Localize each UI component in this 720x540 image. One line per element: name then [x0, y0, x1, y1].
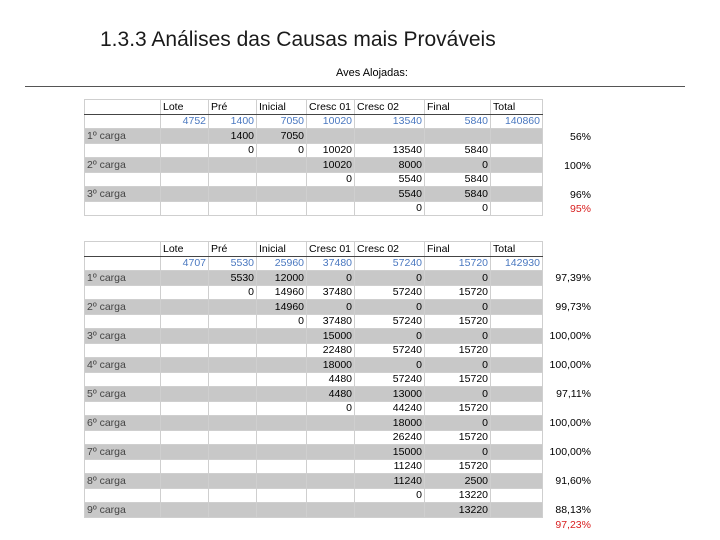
table-cell [161, 387, 209, 402]
table-cell [257, 445, 307, 460]
percent-value [531, 372, 591, 387]
row-label [85, 430, 161, 445]
table-cell: 0 [307, 172, 355, 187]
table-cell: 0 [257, 314, 307, 329]
table-cell: 5540 [355, 187, 425, 202]
row-label: 2º carga [85, 300, 161, 315]
column-header: Final [425, 242, 491, 257]
table-cell: 10020 [307, 114, 355, 129]
table-cell [355, 503, 425, 518]
table-cell: 0 [425, 329, 491, 344]
table-cell [161, 187, 209, 202]
row-label: 1º carga [85, 129, 161, 144]
table-cell [307, 430, 355, 445]
column-header [85, 100, 161, 115]
table-cell [209, 430, 257, 445]
table-cell: 37480 [307, 314, 355, 329]
table-cell [161, 158, 209, 173]
table-cell: 57240 [355, 256, 425, 271]
percent-value: 100,00% [549, 446, 591, 459]
table-cell: 4480 [307, 372, 355, 387]
table-cell [161, 129, 209, 144]
table-cell [209, 300, 257, 315]
row-label [85, 459, 161, 474]
table-cell [209, 201, 257, 216]
row-label [85, 114, 161, 129]
table-cell: 1400 [209, 129, 257, 144]
percent-value: 99,73% [555, 300, 591, 313]
table-row [85, 329, 543, 344]
column-header: Cresc 01 [307, 100, 355, 115]
table-cell [257, 201, 307, 216]
table-cell: 0 [307, 271, 355, 286]
table-cell: 0 [425, 300, 491, 315]
table-cell: 0 [425, 158, 491, 173]
load-table-2 [84, 241, 543, 518]
row-label: 3º carga [85, 329, 161, 344]
percent-value: 97,39% [555, 271, 591, 284]
row-label [85, 256, 161, 271]
table-cell: 4480 [307, 387, 355, 402]
table-cell [209, 187, 257, 202]
column-header: Lote [161, 100, 209, 115]
table-cell [257, 488, 307, 503]
table-cell: 13540 [355, 114, 425, 129]
table-cell: 12000 [257, 271, 307, 286]
percent-value: 95% [569, 203, 591, 216]
table-cell: 0 [425, 271, 491, 286]
table-cell [161, 271, 209, 286]
table-cell [209, 372, 257, 387]
table-cell: 44240 [355, 401, 425, 416]
table-cell: 5540 [355, 172, 425, 187]
table-row [85, 314, 543, 329]
column-header: Cresc 02 [355, 100, 425, 115]
table-cell: 5840 [425, 172, 491, 187]
table-cell [257, 503, 307, 518]
table-row [85, 416, 543, 431]
table-cell [257, 387, 307, 402]
table-cell: 15720 [425, 343, 491, 358]
table-cell: 0 [425, 358, 491, 373]
row-label: 6º carga [85, 416, 161, 431]
percent-column-2 [531, 256, 591, 532]
section-subtitle: Aves Alojadas: [336, 67, 408, 79]
table-cell: 142930 [491, 256, 543, 271]
page-title: 1.3.3 Análises das Causas mais Prováveis [100, 28, 496, 51]
table-cell: 15000 [355, 445, 425, 460]
table-cell [307, 187, 355, 202]
column-header: Pré [209, 100, 257, 115]
table-cell: 13220 [425, 503, 491, 518]
table-cell: 5840 [425, 187, 491, 202]
table-cell: 18000 [307, 358, 355, 373]
table-row [85, 129, 543, 144]
table-cell: 14960 [257, 285, 307, 300]
table-cell: 0 [425, 416, 491, 431]
table-cell: 15720 [425, 401, 491, 416]
table-row [85, 143, 543, 158]
percent-value: 91,60% [555, 475, 591, 488]
table-cell: 0 [209, 143, 257, 158]
table-cell: 0 [257, 143, 307, 158]
table-cell: 7050 [257, 129, 307, 144]
table-row [85, 256, 543, 271]
table-cell [209, 459, 257, 474]
table-cell: 0 [425, 387, 491, 402]
table-cell [161, 314, 209, 329]
table-cell: 0 [307, 300, 355, 315]
table-cell: 1400 [209, 114, 257, 129]
percent-value [531, 431, 591, 446]
table-cell: 5840 [425, 143, 491, 158]
table-cell: 0 [355, 358, 425, 373]
table-header-row [85, 242, 543, 257]
table-cell: 15720 [425, 430, 491, 445]
percent-value [531, 401, 591, 416]
table-cell: 13220 [425, 488, 491, 503]
table-cell: 14960 [257, 300, 307, 315]
table-cell [161, 300, 209, 315]
table-cell: 0 [355, 488, 425, 503]
table-cell [161, 401, 209, 416]
table-cell: 7050 [257, 114, 307, 129]
table-cell [307, 445, 355, 460]
row-label: 3º carga [85, 187, 161, 202]
row-label [85, 201, 161, 216]
table-cell: 10020 [307, 143, 355, 158]
percent-value [531, 144, 591, 159]
table-cell: 15720 [425, 285, 491, 300]
table-cell: 11240 [355, 474, 425, 489]
table-cell: 0 [355, 201, 425, 216]
percent-value [531, 173, 591, 188]
percent-value [531, 314, 591, 329]
table-cell: 0 [355, 271, 425, 286]
table-cell [209, 445, 257, 460]
table-cell [307, 503, 355, 518]
percent-value: 100,00% [549, 329, 591, 342]
table-row [85, 187, 543, 202]
table-cell [307, 416, 355, 431]
table-cell: 0 [425, 445, 491, 460]
percent-value: 56% [569, 130, 591, 143]
table-cell: 15720 [425, 314, 491, 329]
table-row [85, 459, 543, 474]
table-cell: 8000 [355, 158, 425, 173]
table-cell: 0 [355, 329, 425, 344]
table-cell [425, 129, 491, 144]
table-header-row [85, 100, 543, 115]
column-header: Inicial [257, 100, 307, 115]
table-cell [307, 488, 355, 503]
table-row [85, 114, 543, 129]
table-cell: 0 [307, 401, 355, 416]
row-label: 9º carga [85, 503, 161, 518]
table-cell [257, 187, 307, 202]
table-cell [257, 358, 307, 373]
table-cell [161, 343, 209, 358]
table-cell [209, 474, 257, 489]
table-cell [161, 488, 209, 503]
column-header: Cresc 02 [355, 242, 425, 257]
row-label: 8º carga [85, 474, 161, 489]
table-row [85, 158, 543, 173]
percent-value: 97,23% [555, 518, 591, 531]
row-label [85, 143, 161, 158]
table-row [85, 285, 543, 300]
table-cell [161, 201, 209, 216]
table-cell [161, 143, 209, 158]
table-cell [307, 474, 355, 489]
table-cell: 57240 [355, 285, 425, 300]
percent-value [531, 343, 591, 358]
table-cell [257, 158, 307, 173]
row-label: 2º carga [85, 158, 161, 173]
column-header: Final [425, 100, 491, 115]
table-row [85, 430, 543, 445]
table-cell [257, 416, 307, 431]
table-row [85, 300, 543, 315]
row-label [85, 372, 161, 387]
table-row [85, 172, 543, 187]
table-cell [161, 416, 209, 431]
table-cell [161, 445, 209, 460]
table-row [85, 474, 543, 489]
table-cell: 57240 [355, 343, 425, 358]
table-cell [257, 459, 307, 474]
table-cell [161, 430, 209, 445]
table-cell: 4752 [161, 114, 209, 129]
table-row [85, 271, 543, 286]
table-row [85, 358, 543, 373]
table-cell [257, 474, 307, 489]
table-cell [307, 201, 355, 216]
row-label [85, 401, 161, 416]
table-cell: 15000 [307, 329, 355, 344]
column-header: Pré [209, 242, 257, 257]
table-cell: 37480 [307, 256, 355, 271]
table-cell: 0 [425, 201, 491, 216]
percent-column-1 [531, 115, 591, 217]
table-cell: 15720 [425, 459, 491, 474]
table-cell: 57240 [355, 314, 425, 329]
divider [25, 86, 685, 87]
table-cell [209, 503, 257, 518]
table-cell: 140860 [491, 114, 543, 129]
column-header [85, 242, 161, 257]
table-cell [161, 285, 209, 300]
table-cell: 11240 [355, 459, 425, 474]
table-cell [209, 387, 257, 402]
table-cell [161, 329, 209, 344]
table-cell [209, 416, 257, 431]
table-row [85, 372, 543, 387]
table-row [85, 445, 543, 460]
table-row [85, 401, 543, 416]
table-cell [161, 503, 209, 518]
column-header: Inicial [257, 242, 307, 257]
percent-value [531, 460, 591, 475]
row-label [85, 285, 161, 300]
table-cell [257, 343, 307, 358]
table-cell: 0 [355, 300, 425, 315]
table-cell [161, 358, 209, 373]
table-cell [161, 459, 209, 474]
table-cell [209, 329, 257, 344]
percent-value: 100% [564, 159, 591, 172]
table-cell: 5530 [209, 271, 257, 286]
table-cell: 5840 [425, 114, 491, 129]
table-cell: 15720 [425, 372, 491, 387]
table-cell: 25960 [257, 256, 307, 271]
table-cell: 5530 [209, 256, 257, 271]
column-header: Cresc 01 [307, 242, 355, 257]
percent-value: 97,11% [556, 387, 591, 400]
column-header: Lote [161, 242, 209, 257]
percent-value [531, 115, 591, 130]
table-cell: 10020 [307, 158, 355, 173]
table-cell: 22480 [307, 343, 355, 358]
row-label: 7º carga [85, 445, 161, 460]
table-cell [209, 358, 257, 373]
percent-value [531, 285, 591, 300]
percent-value: 96% [569, 188, 591, 201]
table-row [85, 201, 543, 216]
table-cell [209, 158, 257, 173]
table-cell [209, 314, 257, 329]
table-cell [355, 129, 425, 144]
table-cell [257, 430, 307, 445]
table-cell [257, 401, 307, 416]
column-header: Total [491, 100, 543, 115]
table-cell: 26240 [355, 430, 425, 445]
table-cell [161, 172, 209, 187]
table-cell: 37480 [307, 285, 355, 300]
percent-value: 88,13% [555, 504, 591, 517]
percent-value [531, 256, 591, 271]
percent-value: 100,00% [549, 417, 591, 430]
table-cell [209, 343, 257, 358]
table-cell: 13540 [355, 143, 425, 158]
percent-value [531, 489, 591, 504]
table-cell [209, 401, 257, 416]
table-row [85, 343, 543, 358]
percent-value: 100,00% [549, 358, 591, 371]
table-cell [257, 329, 307, 344]
table-cell: 13000 [355, 387, 425, 402]
table-cell: 2500 [425, 474, 491, 489]
table-cell: 57240 [355, 372, 425, 387]
column-header: Total [491, 242, 543, 257]
row-label [85, 488, 161, 503]
table-cell [209, 172, 257, 187]
table-cell [257, 172, 307, 187]
table-cell [307, 129, 355, 144]
table-cell [161, 474, 209, 489]
table-cell [257, 372, 307, 387]
row-label: 5º carga [85, 387, 161, 402]
table-cell: 18000 [355, 416, 425, 431]
load-table-1 [84, 99, 543, 216]
table-cell [161, 372, 209, 387]
table-row [85, 387, 543, 402]
table-cell: 0 [209, 285, 257, 300]
table-row [85, 488, 543, 503]
row-label [85, 314, 161, 329]
row-label [85, 343, 161, 358]
table-cell [209, 488, 257, 503]
table-cell [307, 459, 355, 474]
table-row [85, 503, 543, 518]
row-label [85, 172, 161, 187]
row-label: 1º carga [85, 271, 161, 286]
table-cell: 15720 [425, 256, 491, 271]
table-cell: 4707 [161, 256, 209, 271]
row-label: 4º carga [85, 358, 161, 373]
